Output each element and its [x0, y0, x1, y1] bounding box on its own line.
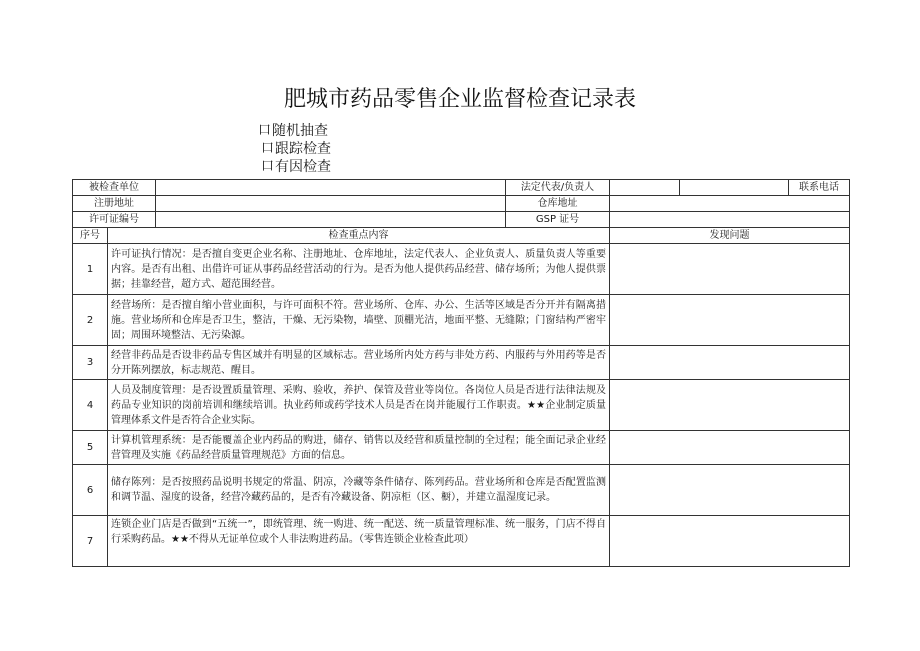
table-row [73, 516, 850, 567]
warehouse-label: 仓库地址 [506, 196, 610, 212]
table-row [73, 295, 850, 346]
finding-field[interactable] [610, 431, 850, 465]
item-number: 3 [73, 346, 108, 380]
finding-field[interactable] [610, 465, 850, 516]
info-row-unit [73, 180, 850, 196]
item-content: 计算机管理系统：是否能覆盖企业内药品的购进，储存、销售以及经营和质量控制的全过程；能全面记录企业经营管理及实施《药品经营质量管理规范》方面的信息。 [108, 431, 610, 465]
header-content: 检查重点内容 [108, 228, 610, 244]
info-row-address [73, 196, 850, 212]
unit-field[interactable] [156, 180, 506, 196]
finding-field[interactable] [610, 380, 850, 431]
checkbox-icon[interactable]: 口 [261, 141, 275, 156]
item-number: 5 [73, 431, 108, 465]
address-label: 注册地址 [73, 196, 156, 212]
legal-representative-field[interactable] [610, 180, 680, 196]
phone-label: 联系电话 [799, 182, 839, 193]
table-row [73, 380, 850, 431]
header-findings: 发现问题 [610, 228, 850, 244]
table-row [73, 244, 850, 295]
table-row [73, 431, 850, 465]
header-no: 序号 [73, 228, 108, 244]
finding-field[interactable] [610, 516, 850, 567]
inspection-type-options [258, 122, 331, 176]
item-content: 人员及制度管理：是否设置质量管理、采购、验收，养护、保管及营业等岗位。各岗位人员是否进行法律法规及药品专业知识的岗前培训和继续培训。执业药师或药学技术人员是否在岗并能履行工作职责。★★企业制定质量管理体系文件是否符合企业实际。 [108, 380, 610, 431]
item-number: 1 [73, 244, 108, 295]
item-content: 储存陈列：是否按照药品说明书规定的常温、阴凉，冷藏等条件储存、陈列药品。营业场所和仓库是否配置监测和调节温、湿度的设备，经营冷藏药品的，是否有冷藏设备、阴凉柜（区、橱），并建立温湿度记录。 [108, 465, 610, 516]
item-content: 经营非药品是否设非药品专售区域并有明显的区域标志。营业场所内处方药与非处方药、内服药与外用药等是否分开陈列摆放，标志规范、醒目。 [108, 346, 610, 380]
license-label: 许可证编号 [73, 212, 156, 228]
gsp-label: GSP 证号 [506, 212, 610, 228]
table-row [73, 465, 850, 516]
legal-representative-field-ext[interactable] [680, 180, 789, 195]
address-field[interactable] [156, 196, 506, 212]
checkbox-icon[interactable]: 口 [261, 159, 275, 174]
finding-field[interactable] [610, 295, 850, 346]
option-label: 跟踪检查 [275, 141, 332, 157]
table-row [73, 346, 850, 380]
item-number: 2 [73, 295, 108, 346]
option-label: 随机抽查 [272, 123, 329, 139]
item-number: 4 [73, 380, 108, 431]
item-content: 经营场所：是否擅自缩小营业面积，与许可面积不符。营业场所、仓库、办公、生活等区域是否分开并有隔离措施。营业场所和仓库是否卫生，整洁，干燥、无污染物，墙壁、顶棚光洁，地面平整、无缝隙；门窗结构严密牢固；周围环境整洁、无污染源。 [108, 295, 610, 346]
item-content: 连锁企业门店是否做到“五统一”，即统管理、统一购进、统一配送、统一质量管理标准、统一服务，门店不得自行采购药品。★★不得从无证单位或个人非法购进药品。（零售连锁企业检查此项） [108, 516, 610, 567]
warehouse-field[interactable] [610, 196, 850, 212]
item-number: 6 [73, 465, 108, 516]
legal-representative-label: 法定代表/负责人 [506, 180, 610, 196]
item-content: 许可证执行情况：是否擅自变更企业名称、注册地址、仓库地址，法定代表人、企业负责人、质量负责人等重要内容。是否有出租、出借许可证从事药品经营活动的行为。是否为他人提供药品经营、储存场所；为他人提供票据；挂靠经营，超方式、超范围经营。 [108, 244, 610, 295]
option-follow-up-inspection[interactable] [261, 140, 331, 158]
option-label: 有因检查 [275, 159, 332, 175]
unit-label: 被检查单位 [73, 180, 156, 196]
form-title: 肥城市药品零售企业监督检查记录表 [283, 87, 636, 112]
checkbox-icon[interactable]: 口 [258, 123, 272, 138]
gsp-field[interactable] [610, 212, 850, 228]
option-random-inspection[interactable] [258, 122, 331, 140]
finding-field[interactable] [610, 346, 850, 380]
finding-field[interactable] [610, 244, 850, 295]
option-cause-inspection[interactable] [261, 158, 331, 176]
info-row-license [73, 212, 850, 228]
inspection-record-table [72, 179, 850, 567]
table-header-row [73, 228, 850, 244]
license-field[interactable] [156, 212, 506, 228]
item-number: 7 [73, 516, 108, 567]
